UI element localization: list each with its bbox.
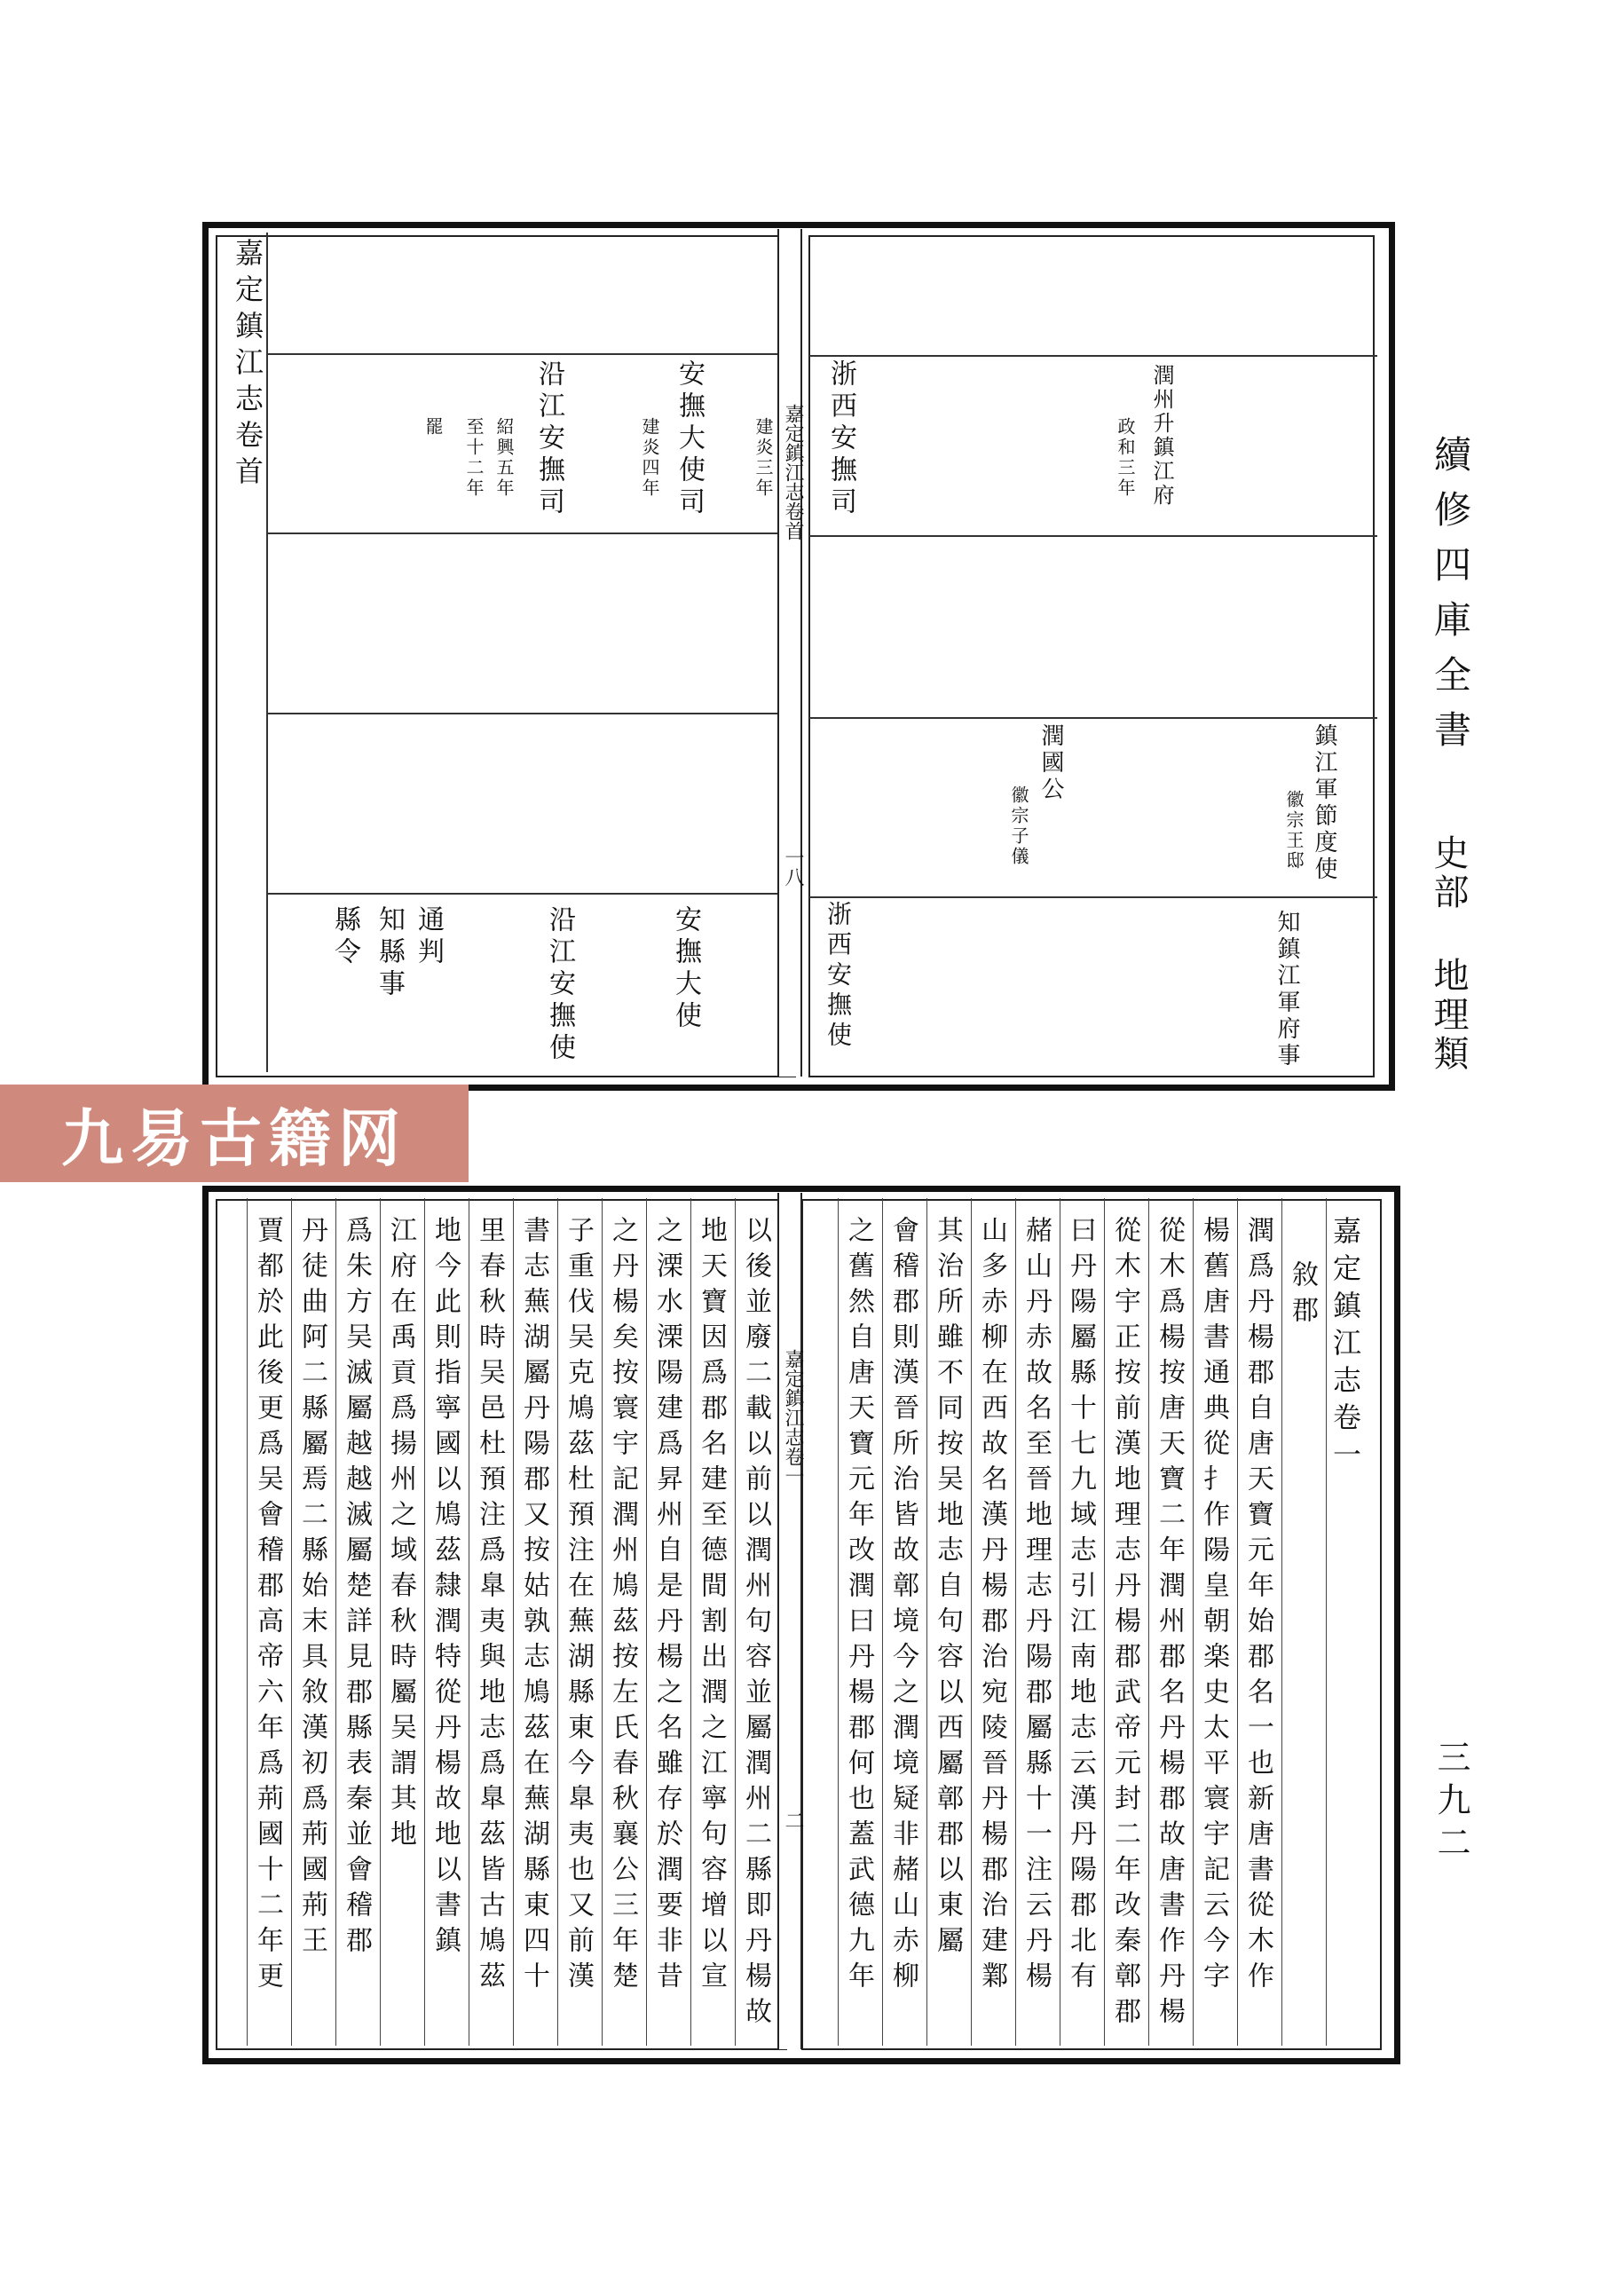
column-rule xyxy=(1148,1198,1149,2046)
gutter-leaf: 二 xyxy=(782,1810,804,1830)
text-column: 赭山丹赤故名至晉地理志丹陽郡屬縣十一注云丹楊 xyxy=(1021,1216,1052,1997)
date-entry: 建炎四年 xyxy=(639,417,660,499)
column-rule xyxy=(291,1198,292,2046)
series-title: 續修四庫全書 xyxy=(1429,435,1472,765)
text-column: 賈都於此後更爲吴會稽郡高帝六年爲荊國十二年更 xyxy=(252,1216,283,1997)
column-rule xyxy=(1104,1198,1105,2046)
office-entry: 沿江安撫使 xyxy=(544,905,575,1065)
text-column: 曰丹陽屬縣十七九域志引江南地志云漢丹陽郡北有 xyxy=(1065,1216,1096,1997)
office-entry: 浙西安撫使 xyxy=(824,901,853,1052)
row-rule xyxy=(809,717,1377,719)
column-rule xyxy=(380,1198,381,2046)
column-rule xyxy=(1015,1198,1016,2046)
row-rule xyxy=(266,532,786,534)
date-entry: 罷 xyxy=(422,417,444,438)
text-column: 地天寶因爲郡名建至德間割出潤之江寧句容增以宣 xyxy=(696,1216,727,1997)
office-entry: 通判 xyxy=(413,905,444,969)
text-column: 楊舊唐書通典從扌作陽皇朝楽史太平寰宇記云今字 xyxy=(1198,1216,1229,1997)
text-column: 以後並廢二載以前以潤州句容並屬潤州二縣即丹楊故 xyxy=(740,1216,771,2032)
gutter-title: 嘉定鎮江志卷首 xyxy=(782,404,804,540)
office-note: 徽宗王邸 xyxy=(1283,790,1305,872)
text-column: 山多赤柳在西故名漢丹楊郡治宛陵晉丹楊郡治建鄴 xyxy=(976,1216,1007,1997)
watermark-banner xyxy=(0,1085,469,1182)
text-column: 潤爲丹楊郡自唐天寶元年始郡名一也新唐書從木作 xyxy=(1242,1216,1273,1997)
column-rule xyxy=(838,1198,839,2046)
date-entry: 建炎三年 xyxy=(753,417,774,499)
row-rule xyxy=(809,535,1377,537)
text-column: 之溧水溧陽建爲昇州自是丹楊之名雖存於潤要非昔 xyxy=(651,1216,682,1997)
watermark-text: 九易古籍网 xyxy=(61,1101,407,1175)
date-entry: 至十二年 xyxy=(463,417,485,499)
text-column: 丹徒曲阿二縣屬焉二縣始末具敘漢初爲荊國荊王 xyxy=(296,1216,327,1961)
chapter-title: 嘉定鎮江志卷一 xyxy=(1328,1216,1362,1477)
office-entry: 縣令 xyxy=(329,905,360,969)
office-title: 鎮江軍節度使 xyxy=(1311,723,1337,883)
column-rule xyxy=(735,1198,736,2046)
event-entry: 潤州升鎮江府 xyxy=(1149,364,1174,508)
office-name: 浙西安撫司 xyxy=(825,359,856,519)
category-label: 史部 地理類 xyxy=(1428,834,1469,1074)
column-rule xyxy=(602,1198,603,2046)
text-column: 從木爲楊按唐天寶二年潤州郡名丹楊郡故唐書作丹楊 xyxy=(1154,1216,1185,2032)
column-rule xyxy=(557,1198,558,2046)
row-rule xyxy=(266,353,786,355)
text-column: 爲朱方吴滅屬越越滅屬楚詳見郡縣表秦並會稽郡 xyxy=(341,1216,372,1961)
text-column: 地今此則指寧國以鳩茲隸潤特從丹楊故地以書鎮 xyxy=(430,1216,461,1961)
office-entry: 沿江安撫司 xyxy=(533,359,564,519)
gutter-title: 嘉定鎮江志卷一 xyxy=(782,1349,804,1486)
row-rule xyxy=(809,355,1377,357)
book-title: 嘉定鎮江志卷首 xyxy=(231,238,264,493)
column-rule xyxy=(882,1198,883,2046)
page-number: 三九二 xyxy=(1431,1740,1470,1867)
text-column: 書志蕪湖屬丹陽郡又按姑孰志鳩茲在蕪湖縣東四十 xyxy=(518,1216,549,1997)
text-column: 之丹楊矣按寰宇記潤州鳩茲按左氏春秋襄公三年楚 xyxy=(607,1216,638,1997)
column-rule xyxy=(1326,1198,1327,2046)
column-rule xyxy=(690,1198,691,2046)
office-entry: 安撫大使司 xyxy=(674,359,705,519)
duke-title: 潤國公 xyxy=(1037,723,1064,803)
column-rule xyxy=(424,1198,425,2046)
date-entry: 紹興五年 xyxy=(493,417,515,499)
text-column: 江府在禹貢爲揚州之域春秋時屬吴謂其地 xyxy=(385,1216,416,1855)
column-rule xyxy=(247,1198,248,2046)
text-column: 其治所雖不同按吴地志自句容以西屬鄣郡以東屬 xyxy=(932,1216,963,1961)
row-rule xyxy=(266,893,786,895)
column-rule xyxy=(1237,1198,1238,2046)
text-column: 子重伐吴克鳩茲杜預注在蕪湖縣東今臯夷也又前漢 xyxy=(563,1216,594,1997)
gutter-leaf: 一八 xyxy=(782,848,804,887)
gutter xyxy=(777,229,802,1077)
text-column: 從木宇正按前漢地理志丹楊郡武帝元封二年改秦鄣郡 xyxy=(1109,1216,1140,2032)
column-rule xyxy=(646,1198,647,2046)
column-rule xyxy=(971,1198,972,2046)
text-column: 之舊然自唐天寶元年改潤曰丹楊郡何也蓋武德九年 xyxy=(843,1216,874,1997)
column-rule xyxy=(926,1198,927,2046)
section-heading: 敘郡 xyxy=(1287,1260,1318,1331)
column-rule xyxy=(513,1198,514,2046)
gutter xyxy=(777,1193,802,2049)
event-date: 政和三年 xyxy=(1115,417,1136,499)
office-entry: 安撫大使 xyxy=(670,905,701,1033)
row-rule xyxy=(809,896,1377,898)
column-rule xyxy=(335,1198,336,2046)
table-left-half xyxy=(216,235,796,1077)
text-column: 里春秋時吴邑杜預注爲臯夷與地志爲臯茲皆古鳩茲 xyxy=(474,1216,505,1997)
duke-note: 徽宗子儀 xyxy=(1008,785,1029,867)
row-rule xyxy=(266,713,786,714)
office-entry: 知縣事 xyxy=(374,905,405,1001)
column-rule xyxy=(1193,1198,1194,2046)
column-rule xyxy=(1281,1198,1282,2046)
text-column: 會稽郡則漢晉所治皆故鄣境今之潤境疑非赭山赤柳 xyxy=(887,1216,918,1997)
office-entry: 知鎮江軍府事 xyxy=(1273,910,1300,1069)
